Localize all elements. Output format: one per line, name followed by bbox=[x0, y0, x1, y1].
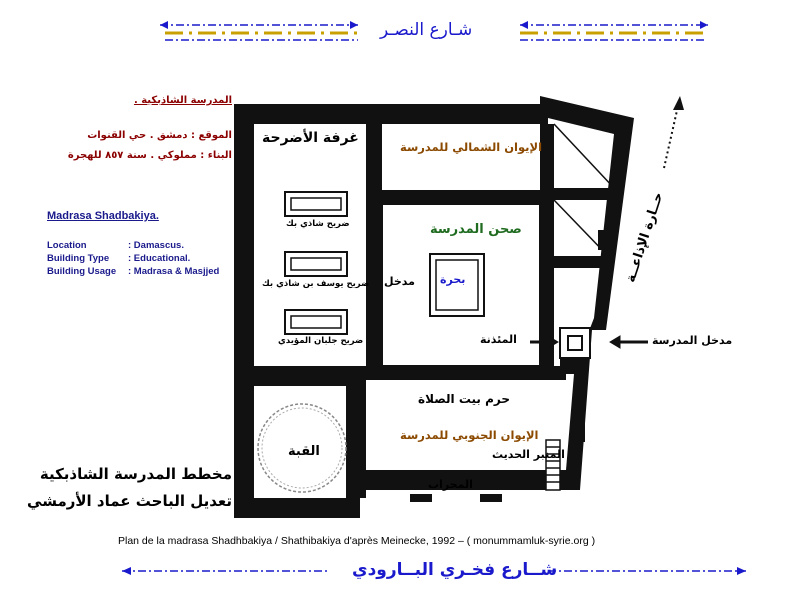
plan-caption: Plan de la madrasa Shadhbakiya / Shathibakiya d'après Meinecke, 1992 – ( monummamluk-syrie.org ) bbox=[118, 535, 596, 547]
side-street-name: حــارة الإذاعــة bbox=[623, 190, 667, 285]
label-dome: القبة bbox=[288, 444, 320, 459]
info-en-location-val: : Damascus. bbox=[128, 240, 184, 251]
label-mihrab: المحراب bbox=[428, 478, 473, 491]
label-pool: بحرة bbox=[440, 273, 466, 286]
label-school-entrance: مدخل المدرسة bbox=[652, 334, 733, 347]
info-en-type-val: : Educational. bbox=[128, 253, 191, 264]
info-en-usage-key: Building Usage bbox=[47, 266, 117, 277]
info-en-type-key: Building Type bbox=[47, 253, 110, 264]
info-ar-building: البناء : مملوكي . سنة ٨٥٧ للهجرة bbox=[67, 150, 232, 161]
tomb-boxes bbox=[285, 192, 347, 334]
top-street-name: شـارع النصـر bbox=[380, 20, 473, 40]
tomb-label-2: ضريح يوسف بن شاذي بك bbox=[262, 279, 370, 289]
info-en-usage-val: : Madrasa & Masjjed bbox=[128, 266, 220, 277]
label-prayer-hall: حرم بيت الصلاة bbox=[418, 392, 511, 406]
plan-title-line1: مخطط المدرسة الشاذبكية bbox=[39, 465, 232, 483]
info-en-title: Madrasa Shadbakiya. bbox=[47, 210, 159, 222]
label-south-iwan: الإيوان الجنوبي للمدرسة bbox=[400, 428, 539, 442]
label-minaret: المئذنة bbox=[480, 333, 517, 346]
info-en-location-key: Location bbox=[47, 240, 87, 251]
info-ar-title: المدرسة الشاذبكية . bbox=[133, 95, 232, 106]
label-tombs-room: غرفة الأضرحة bbox=[262, 130, 359, 146]
label-courtyard: صحن المدرسة bbox=[430, 222, 522, 237]
tomb-label-1: ضريح شاذي بك bbox=[286, 219, 350, 229]
label-north-iwan: الإيوان الشمالي للمدرسة bbox=[400, 140, 543, 154]
label-new-minbar: المنبر الحديث bbox=[492, 448, 565, 461]
label-entrance: مدخل bbox=[384, 275, 415, 288]
tomb-label-3: ضريح جلبان المؤيدي bbox=[278, 336, 364, 346]
bottom-left-arrow-icon bbox=[122, 567, 330, 575]
bottom-right-arrow-icon bbox=[548, 567, 746, 575]
info-ar-location: الموقع : دمشق . حي القنوات bbox=[87, 130, 232, 141]
plan-title-line2: تعديل الباحث عماد الأرمشي bbox=[27, 492, 232, 510]
bottom-street-name: شــارع فخـري البــارودي bbox=[352, 560, 558, 580]
north-arrow-icon bbox=[664, 96, 684, 168]
